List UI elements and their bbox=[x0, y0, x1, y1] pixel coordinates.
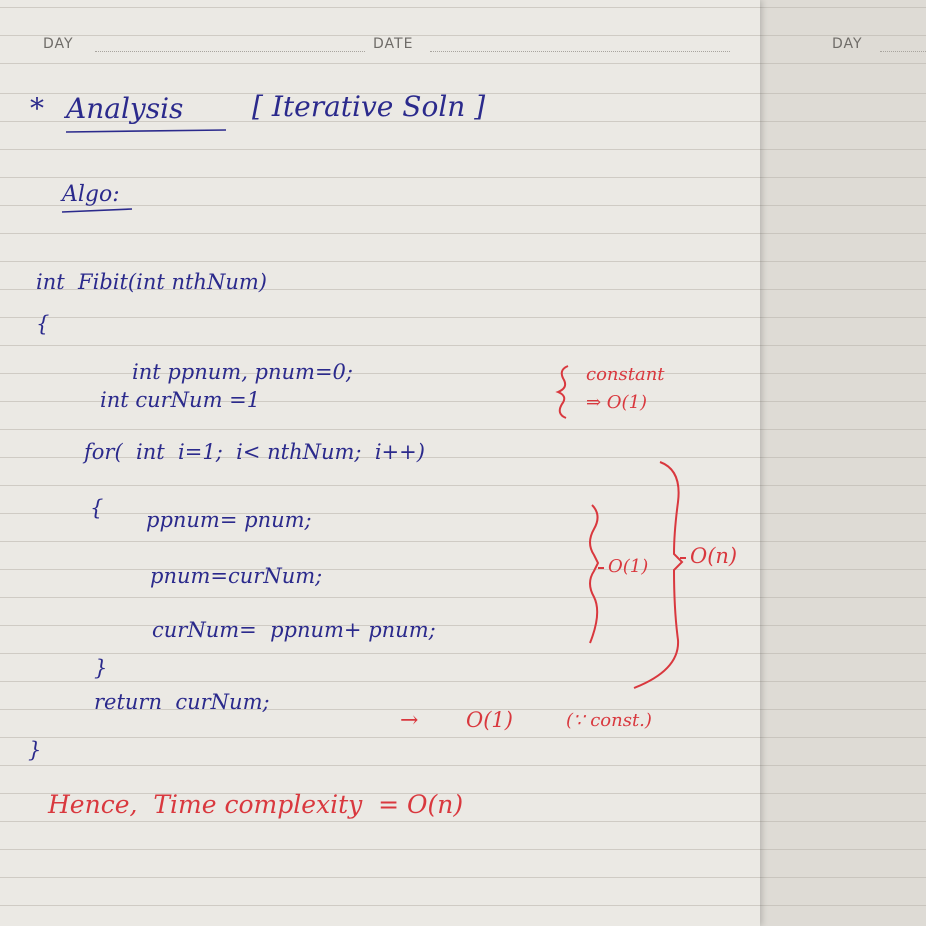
return-order: O(1) bbox=[466, 708, 513, 732]
day-line-right bbox=[880, 51, 926, 52]
conclusion-line: Hence, Time complexity = O(n) bbox=[48, 790, 464, 819]
title-bracket-note: [ Iterative Soln ] bbox=[252, 90, 486, 123]
code-body-1: ppnum= pnum; bbox=[146, 508, 312, 532]
constant-order: ⇒ O(1) bbox=[586, 392, 648, 413]
return-reason: (∵ const.) bbox=[566, 710, 652, 731]
code-for-line: for( int i=1; i< nthNum; i++) bbox=[84, 440, 425, 464]
code-body-3: curNum= ppnum+ pnum; bbox=[152, 618, 436, 642]
day-line-left bbox=[95, 51, 365, 52]
constant-label: constant bbox=[586, 364, 665, 385]
code-return: return curNum; bbox=[94, 690, 270, 714]
day-label-right: DAY bbox=[832, 36, 863, 52]
code-loop-open: { bbox=[90, 496, 104, 520]
code-loop-close: } bbox=[94, 656, 108, 680]
bullet-mark: * bbox=[30, 92, 44, 125]
code-decl-2: int curNum =1 bbox=[100, 388, 261, 412]
page-title: Analysis bbox=[66, 92, 184, 125]
code-open-brace: { bbox=[36, 312, 50, 336]
code-body-2: pnum=curNum; bbox=[150, 564, 323, 588]
algo-heading: Algo: bbox=[62, 182, 120, 207]
date-line bbox=[430, 51, 730, 52]
code-close-brace: } bbox=[28, 738, 42, 762]
loop-order: O(n) bbox=[690, 544, 738, 568]
day-label-left: DAY bbox=[43, 36, 74, 52]
loop-body-order: O(1) bbox=[608, 556, 649, 577]
return-arrow: → bbox=[400, 708, 419, 733]
notebook-right-page bbox=[757, 0, 926, 926]
date-label: DATE bbox=[373, 36, 414, 52]
code-decl-1: int ppnum, pnum=0; bbox=[132, 360, 353, 384]
code-signature: int Fibit(int nthNum) bbox=[36, 270, 267, 294]
